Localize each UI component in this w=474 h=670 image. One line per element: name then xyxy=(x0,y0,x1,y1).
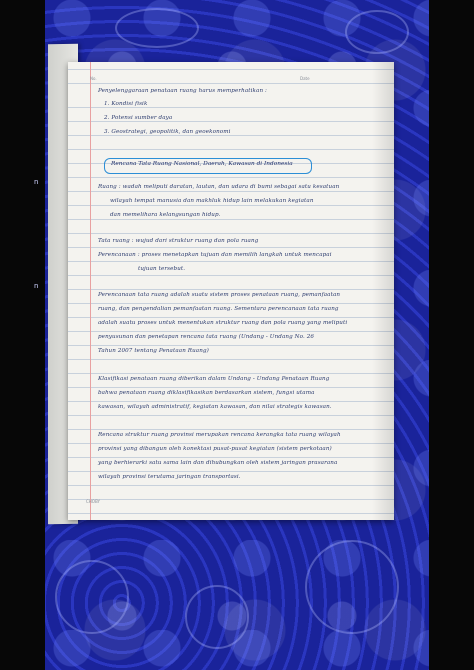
note-line: Rencana struktur ruang provinsi merupakan rencana kerangka tata ruang wilayah xyxy=(98,432,341,438)
note-line: 1. Kondisi fisik xyxy=(104,101,148,107)
note-line: 3. Geostrategi, geopolitik, dan geoekonomi xyxy=(104,129,231,135)
note-line: Tahun 2007 tentang Penataan Ruang) xyxy=(98,348,209,354)
note-line: wilayah tempat manusia dan makhluk hidup lain melakukan kegiatan xyxy=(110,198,314,204)
fabric-motif xyxy=(345,10,409,54)
heading-text: Rencana Tata Ruang Nasional, Daerah, Kawasan di Indonesia xyxy=(111,161,293,167)
note-line: wilayah provinsi terutama jaringan transportasi. xyxy=(98,474,241,480)
note-line: kawasan, wilayah administratif, kegiatan kawasan, dan nilai strategis kawasan. xyxy=(98,404,332,410)
page-header xyxy=(90,76,382,88)
note-line: yang berhierarki satu sama lain dan dihubungkan oleh sistem jaringan prasarana xyxy=(98,460,338,466)
note-line: 2. Potensi sumber daya xyxy=(104,115,173,121)
edge-mark: n xyxy=(34,178,39,186)
note-line: Perencanaan : proses menetapkan tujuan dan memilih langkah untuk mencapai xyxy=(98,252,332,258)
edge-mark: n xyxy=(34,282,39,290)
fabric-motif xyxy=(185,585,249,649)
page-shadow xyxy=(372,62,394,520)
left-dark-border xyxy=(0,0,46,670)
note-line: Ruang : wadah meliputi daratan, lautan, dan udara di bumi sebagai satu kesatuan xyxy=(98,184,340,190)
note-line: ruang, dan pengendalian pemanfaatan ruang. Sementara perencanaan tata ruang xyxy=(98,306,339,312)
note-line: tujuan tersebut. xyxy=(138,266,186,272)
right-dark-border xyxy=(428,0,474,670)
margin-line xyxy=(90,62,91,520)
note-line: Tata ruang : wujud dari struktur ruang dan pola ruang xyxy=(98,238,259,244)
note-line: bahwa penataan ruang diklasifikasikan berdasarkan sistem, fungsi utama xyxy=(98,390,315,396)
fabric-motif xyxy=(115,8,199,48)
note-line: dan memelihara kelangsungan hidup. xyxy=(110,212,221,218)
note-line: Klasifikasi penataan ruang diberikan dalam Undang - Undang Penataan Ruang xyxy=(98,376,330,382)
notebook-page xyxy=(68,62,394,520)
no-label: No. xyxy=(90,76,97,81)
fabric-motif xyxy=(305,540,399,634)
note-line: Perencanaan tata ruang adalah suatu sistem proses penataan ruang, pemanfaatan xyxy=(98,292,341,298)
note-line: Penyelenggaraan penataan ruang harus memperhatikan : xyxy=(98,88,268,94)
note-line: provinsi yang dibangun oleh konektasi pusat-pusat kegiatan (sistem perkotaan) xyxy=(98,446,332,452)
note-line: adalah suatu proses untuk menentukan struktur ruang dan pola ruang yang meliputi xyxy=(98,320,348,326)
fabric-motif xyxy=(55,560,129,634)
heading-highlight-box xyxy=(104,158,312,174)
notebook-brand: CHOBY xyxy=(86,499,100,504)
note-line: penyusunan dan penetapan rencana tata ruang (Undang - Undang No. 26 xyxy=(98,334,315,340)
date-label: Date xyxy=(300,76,310,81)
